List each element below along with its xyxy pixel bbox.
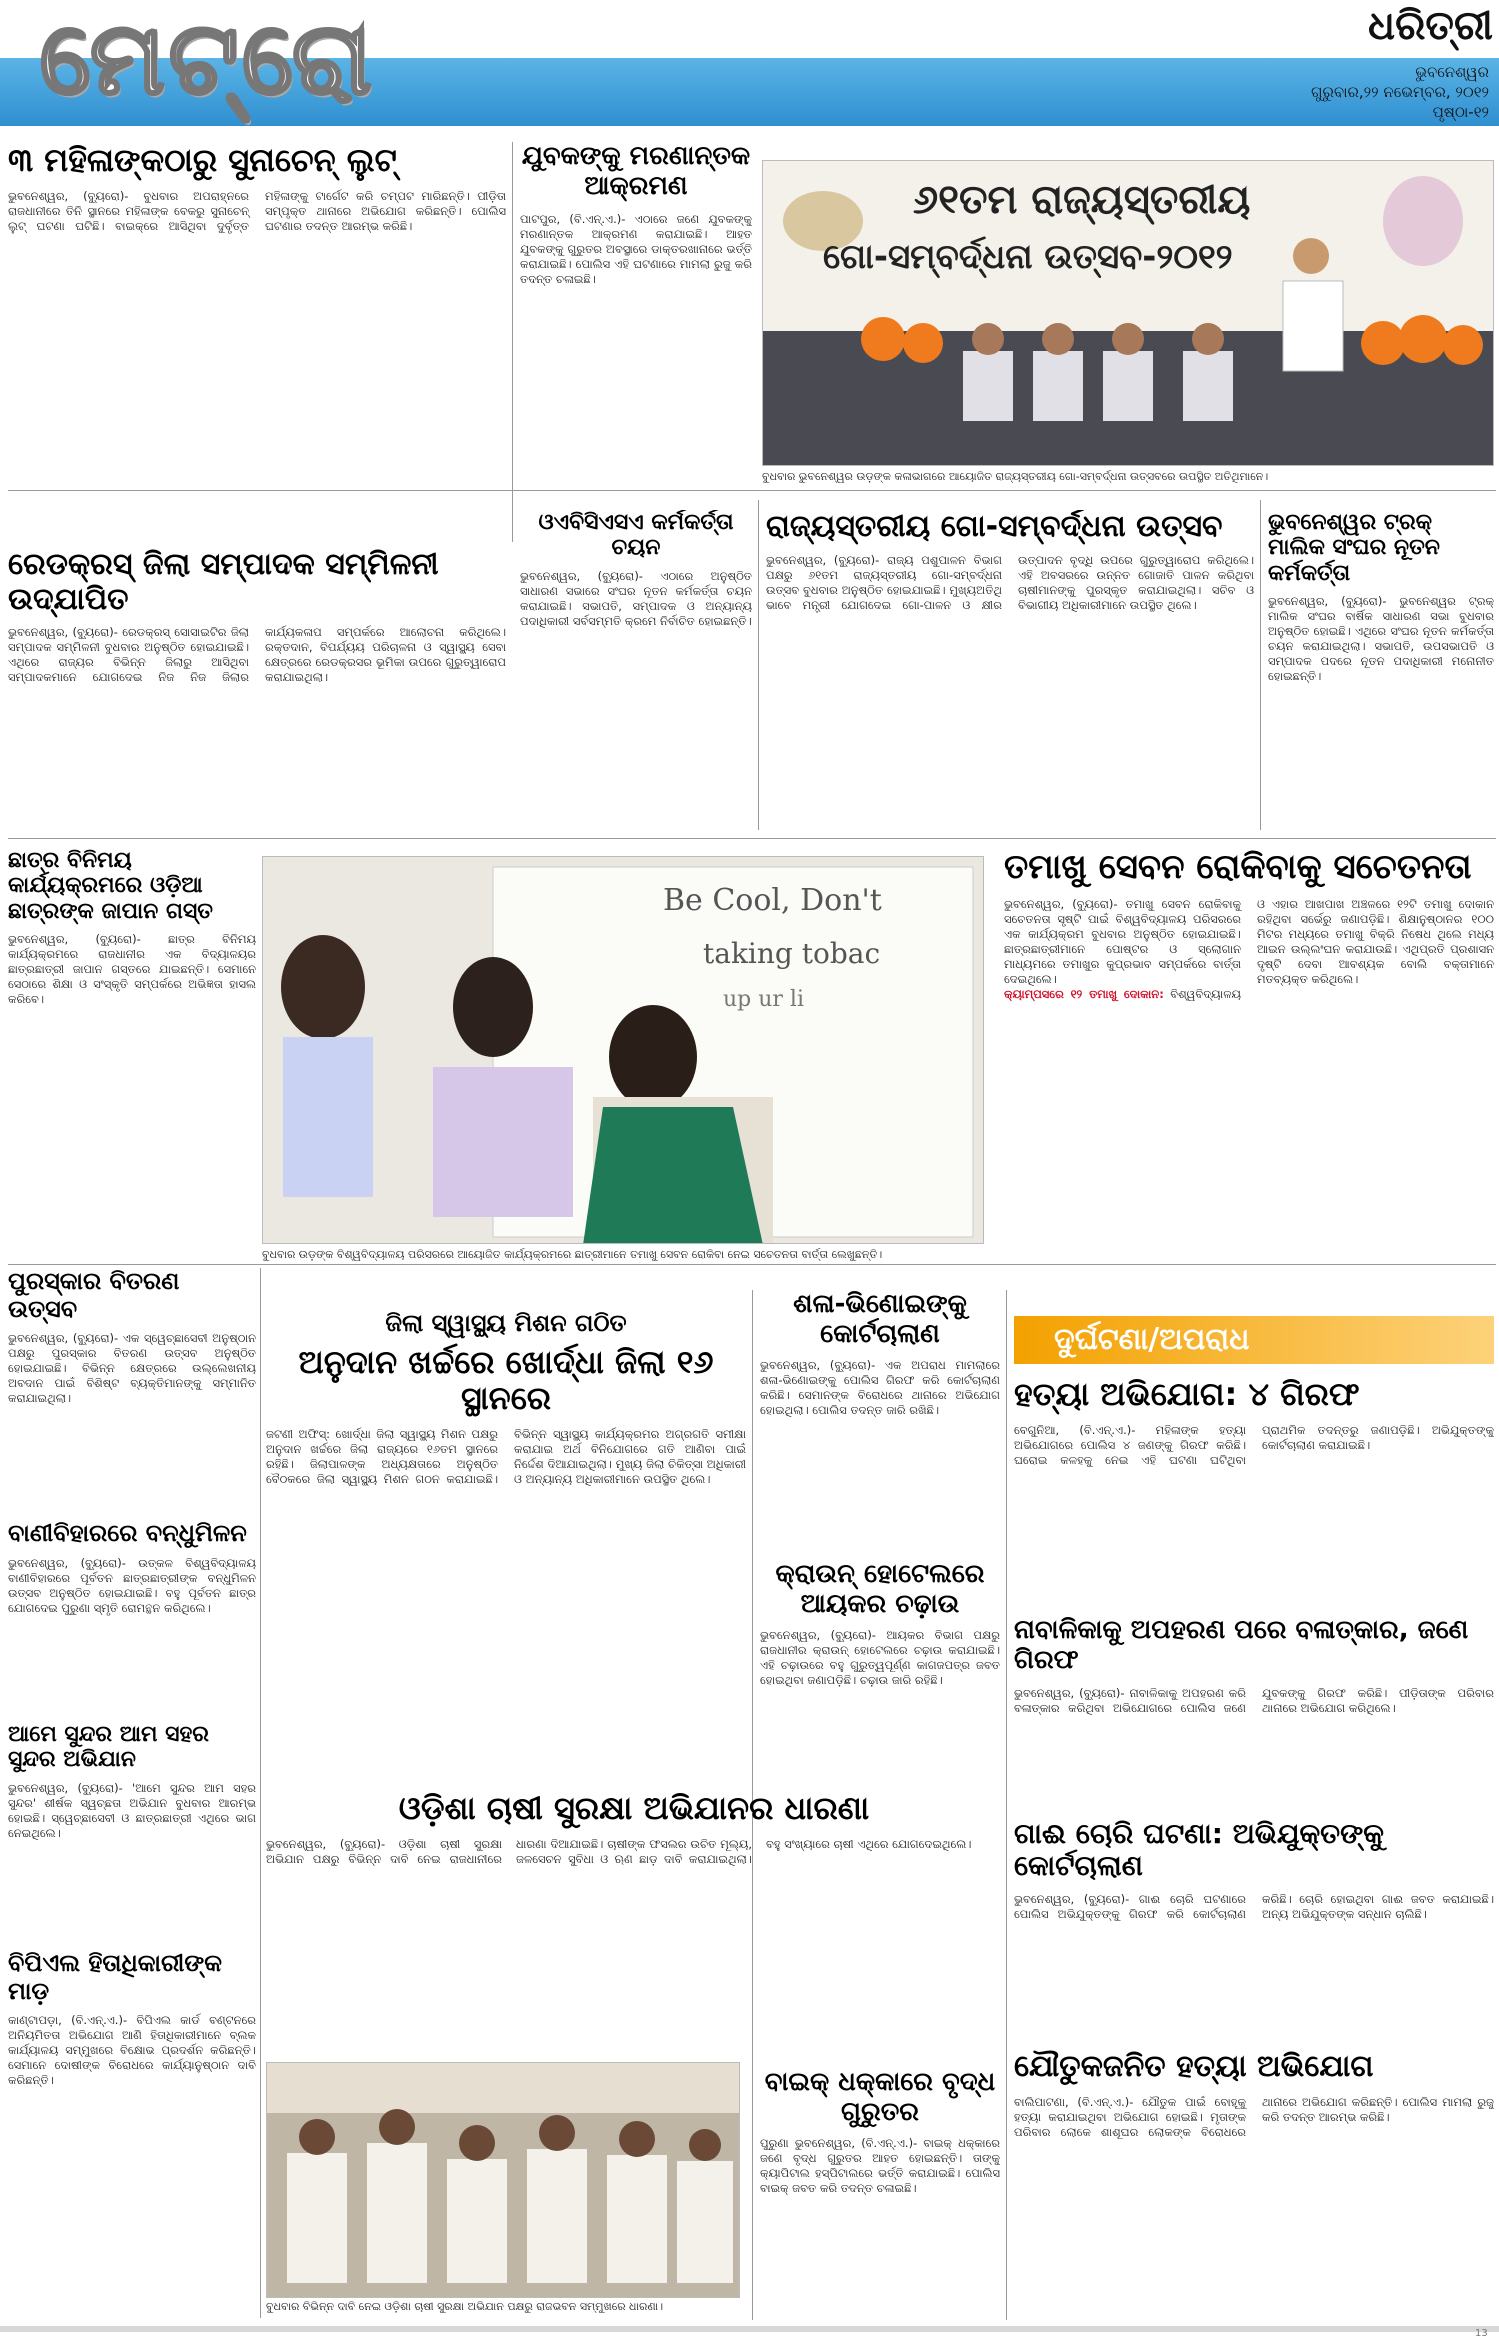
article-truck-owners xyxy=(1268,510,1494,832)
photo-farmer-dharna xyxy=(266,2062,740,2298)
banner-line-1: ୬୧ତମ ରାଜ୍ୟସ୍ତରୀୟ xyxy=(913,177,1251,223)
photo-caption: ବୁଧବାର ଉଡ଼ଙ୍କ ବିଶ୍ୱବିଦ୍ୟାଳୟ ପରିସରରେ ଆୟୋଜିତ କାର୍ଯ୍ୟକ୍ରମରେ ଛାତ୍ରୀମାନେ ତମାଖୁ ସେବନ ରୋକିବା ନେଇ ସଚେତନତା ବାର୍ତ୍ତା ଲେଖୁଛନ୍ତି। xyxy=(262,1248,883,1261)
article-body-text-2: ବିଶ୍ୱବିଦ୍ୟାଳୟ ଓ ଏହାର ଆଖପାଖ ଅଞ୍ଚଳରେ ୧୨ଟି ତମାଖୁ ଦୋକାନ ରହିଥିବା ସର୍ଭେରୁ ଜଣାପଡ଼ିଛି। ଶିକ୍ଷାନୁଷ୍ଠାନର ୧୦୦ ମିଟର ମଧ୍ୟରେ ତମାଖୁ ବିକ୍ରି ନିଷେଧ ଥିଲେ ମଧ୍ୟ ଆଇନ ଉଲ୍ଲଂଘନ କରାଯାଉଛି। ଏଥିପ୍ରତି ପ୍ରଶାସନ ଦୃଷ୍ଟି ଦେବା ଆବଶ୍ୟକ ବୋଲି ବକ୍ତାମାନେ ମତବ୍ୟକ୍ତ କରିଥିଲେ। xyxy=(1170,897,1494,1002)
page-mark: 13 xyxy=(1475,2328,1488,2339)
article-body: ଭୁବନେଶ୍ୱର, (ବ୍ୟୁରୋ)- ଉତ୍କଳ ବିଶ୍ୱବିଦ୍ୟାଳୟ ବାଣୀବିହାରରେ ପୂର୍ବତନ ଛାତ୍ରଛାତ୍ରୀଙ୍କ ବନ୍ଧୁମିଳନ ଉତ୍ସବ ଅନୁଷ୍ଠିତ ହୋଇଯାଇଛି। ବହୁ ପୂର୍ବତନ ଛାତ୍ର ଯୋଗଦେଇ ପୁରୁଣା ସ୍ମୃତି ରୋମନ୍ଥନ କରିଥିଲେ। xyxy=(8,1555,256,1615)
article-murder-arrest xyxy=(1014,1376,1494,1612)
article-body xyxy=(1004,897,1494,1002)
headline: ରାଜ୍ୟସ୍ତରୀୟ ଗୋ-ସମ୍ବର୍ଦ୍ଧନା ଉତ୍ସବ xyxy=(766,510,1223,544)
board-line-3: up ur li xyxy=(723,987,804,1012)
article-body: ଭୁବନେଶ୍ୱର, (ବ୍ୟୁରୋ)- ଛାତ୍ର ବିନିମୟ କାର୍ଯ୍ୟକ୍ରମରେ ରାଜଧାନୀର ଏକ ବିଦ୍ୟାଳୟର ଛାତ୍ରଛାତ୍ରୀ ଜାପାନ ଗସ୍ତରେ ଯାଇଛନ୍ତି। ସେମାନେ ସେଠାରେ ଶିକ୍ଷା ଓ ସଂସ୍କୃତି ସମ୍ପର୍କରେ ଅଭିଜ୍ଞତା ହାସଲ କରିବେ। xyxy=(8,931,256,1006)
banner-line-2: ଗୋ-ସମ୍ବର୍ଦ୍ଧନା ଉତ୍ସବ-୨୦୧୨ xyxy=(823,237,1233,277)
edition-info xyxy=(1311,62,1489,122)
headline: ବିପିଏଲ ହିତାଧିକାରୀଙ୍କ ମାଡ଼ xyxy=(8,1950,222,2005)
article-bike-accident xyxy=(760,2068,1000,2318)
article-body: ଭୁବନେଶ୍ୱର, (ବ୍ୟୁରୋ)- ଗାଈ ଚୋରି ଘଟଣାରେ ପୋଲିସ ଅଭିଯୁକ୍ତଙ୍କୁ ଗିରଫ କରି କୋର୍ଟଚାଲାଣ କରିଛି। ଚୋରି ହୋଇଥିବା ଗାଈ ଜବତ କରାଯାଇଛି। ଅନ୍ୟ ଅଭିଯୁକ୍ତଙ୍କ ସନ୍ଧାନ ଚାଲିଛି। xyxy=(1014,1892,1494,1922)
article-body: ଭୁବନେଶ୍ୱର, (ବ୍ୟୁରୋ)- ଭୁବନେଶ୍ୱର ଟ୍ରକ୍ ମାଲିକ ସଂଘର ବାର୍ଷିକ ସାଧାରଣ ସଭା ବୁଧବାର ଅନୁଷ୍ଠିତ ହୋଇଛି। ଏଥିରେ ସଂଘର ନୂତନ କର୍ମକର୍ତ୍ତା ଚୟନ କରାଯାଇଥିଲା। ସଭାପତି, ଉପସଭାପତି ଓ ସମ୍ପାଦକ ପଦରେ ନୂତନ ପଦାଧିକାରୀ ମନୋନୀତ ହୋଇଛନ୍ତି। xyxy=(1268,593,1494,683)
category-bar-crime: ଦୁର୍ଘଟଣା/ଅପରାଧ xyxy=(1014,1316,1494,1364)
article-body: ଜଟଣୀ ଅଫିସ୍: ଖୋର୍ଦ୍ଧା ଜିଲା ସ୍ୱାସ୍ଥ୍ୟ ମିଶନ ପକ୍ଷରୁ ଅନୁଦାନ ଖର୍ଚ୍ଚରେ ଜିଲା ରାଜ୍ୟରେ ୧୬ତମ ସ୍ଥାନରେ ରହିଛି। ଜିଲାପାଳଙ୍କ ଅଧ୍ୟକ୍ଷତାରେ ଅନୁଷ୍ଠିତ ବୈଠକରେ ଜିଲା ସ୍ୱାସ୍ଥ୍ୟ ମିଶନ ଗଠନ କରାଯାଇଛି। ବିଭିନ୍ନ ସ୍ୱାସ୍ଥ୍ୟ କାର୍ଯ୍ୟକ୍ରମର ଅଗ୍ରଗତି ସମୀକ୍ଷା କରାଯାଇ ଅର୍ଥ ବିନିଯୋଗରେ ଗତି ଆଣିବା ପାଇଁ ନିର୍ଦ୍ଦେଶ ଦିଆଯାଇଥିଲା। ମୁଖ୍ୟ ଜିଲା ଚିକିତ୍ସା ଅଧିକାରୀ ଓ ଅନ୍ୟାନ୍ୟ ଅଧିକାରୀମାନେ ଉପସ୍ଥିତ ଥିଲେ। xyxy=(266,1427,746,1487)
article-japan-exchange xyxy=(8,848,256,1260)
article-minor-assault xyxy=(1014,1616,1494,1806)
article-farmer-safety xyxy=(266,1790,1002,2048)
headline: ଗାଈ ଚୋରି ଘଟଣା: ଅଭିଯୁକ୍ତଙ୍କୁ କୋର୍ଟଚାଲାଣ xyxy=(1014,1818,1385,1883)
edition-city: ଭୁବନେଶ୍ୱର xyxy=(1415,63,1489,81)
edition-date: ଗୁରୁବାର,୨୨ ନଭେମ୍ବର, ୨୦୧୨ xyxy=(1310,83,1489,101)
article-body: ବେଗୁନିଆ, (ବି.ଏନ୍.ଏ.)- ମହିଳାଙ୍କ ହତ୍ୟା ଅଭିଯୋଗରେ ପୋଲିସ ୪ ଜଣଙ୍କୁ ଗିରଫ କରିଛି। ଘରୋଇ କଳହକୁ ନେଇ ଏହି ଘଟଣା ଘଟିଥିବା ପ୍ରାଥମିକ ତଦନ୍ତରୁ ଜଣାପଡ଼ିଛି। ଅଭିଯୁକ୍ତଙ୍କୁ କୋର୍ଟଚାଲାଣ କରାଯାଇଛି। xyxy=(1014,1422,1494,1467)
headline: ୩ ମହିଳାଙ୍କଠାରୁ ସୁନାଚେନ୍ ଲୁଟ୍ xyxy=(8,142,397,179)
headline: ଭୁବନେଶ୍ୱର ଟ୍ରକ୍ ମାଲିକ ସଂଘର ନୂତନ କର୍ମକର୍ତ୍ତା xyxy=(1268,510,1440,586)
headline: ପୁରସ୍କାର ବିତରଣ ଉତ୍ସବ xyxy=(8,1268,180,1323)
headline: ହତ୍ୟା ଅଭିଯୋଗ: ୪ ଗିରଫ xyxy=(1014,1376,1360,1413)
headline: ଓଡ଼ିଶା ଚାଷୀ ସୁରକ୍ଷା ଅଭିଯାନର ଧାରଣା xyxy=(398,1790,870,1827)
section-title: ମେଟ୍ରୋ xyxy=(40,0,376,117)
article-gold-snatch xyxy=(8,142,506,560)
article-body: ଭୁବନେଶ୍ୱର, (ବ୍ୟୁରୋ)- ଏକ ଅପରାଧ ମାମଲାରେ ଶଳା-ଭିଣୋଇଙ୍କୁ ପୋଲିସ ଗିରଫ କରି କୋର୍ଟଚାଲାଣ କରିଛି। ସେମାନଙ୍କ ବିରୋଧରେ ଥାନାରେ ଅଭିଯୋଗ ହୋଇଥିଲା। ପୋଲିସ ତଦନ୍ତ ଜାରି ରଖିଛି। xyxy=(760,1357,1000,1417)
article-body: ଭୁବନେଶ୍ୱର, (ବ୍ୟୁରୋ)- 'ଆମେ ସୁନ୍ଦର ଆମ ସହର ସୁନ୍ଦର' ଶୀର୍ଷକ ସ୍ୱଚ୍ଛତା ଅଭିଯାନ ବୁଧବାର ଆରମ୍ଭ ହୋଇଛି। ସ୍ୱେଚ୍ଛାସେବୀ ଓ ଛାତ୍ରଛାତ୍ରୀ ଏଥିରେ ଭାଗ ନେଇଥିଲେ। xyxy=(8,1780,256,1840)
article-health-mission xyxy=(266,1310,746,1780)
article-dowry-murder xyxy=(1014,2050,1494,2318)
headline: ରେଡକ୍ରସ୍ ଜିଲା ସମ୍ପାଦକ ସମ୍ମିଳନୀ ଉଦ୍‌ଯାପିତ xyxy=(8,548,439,617)
article-body: ଭୁବନେଶ୍ୱର, (ବ୍ୟୁରୋ)- ଏକ ସ୍ୱେଚ୍ଛାସେବୀ ଅନୁଷ୍ଠାନ ପକ୍ଷରୁ ପୁରସ୍କାର ବିତରଣ ଉତ୍ସବ ଅନୁଷ୍ଠିତ ହୋଇଯାଇଛି। ବିଭିନ୍ନ କ୍ଷେତ୍ରରେ ଉଲ୍ଲେଖନୀୟ ଅବଦାନ ପାଇଁ ବିଶିଷ୍ଟ ବ୍ୟକ୍ତିମାନଙ୍କୁ ସମ୍ମାନିତ କରାଯାଇଥିଲା। xyxy=(8,1331,256,1406)
article-body: ଭୁବନେଶ୍ୱର, (ବ୍ୟୁରୋ)- ବୁଧବାର ଅପରାହ୍ନରେ ରାଜଧାନୀରେ ତିନି ସ୍ଥାନରେ ମହିଳାଙ୍କ ବେକରୁ ସୁନାଚେନ୍ ଲୁଟ୍ ଘଟଣା ଘଟିଛି। ବାଇକ୍‌ରେ ଆସିଥିବା ଦୁର୍ବୃତ୍ତ ମହିଳାଙ୍କୁ ଟାର୍ଗେଟ କରି ଚମ୍ପଟ ମାରିଛନ୍ତି। ପୀଡ଼ିତା ସମ୍ପୃକ୍ତ ଥାନାରେ ଅଭିଯୋଗ କରିଛନ୍ତି। ପୋଲିସ ଘଟଣାର ତଦନ୍ତ ଆରମ୍ଭ କରିଛି। xyxy=(8,188,506,233)
headline: ଯୁବକଙ୍କୁ ମରଣାନ୍ତକ ଆକ୍ରମଣ xyxy=(521,142,751,201)
article-tobacco xyxy=(1004,848,1494,1260)
headline: ଯୌତୁକଜନିତ ହତ୍ୟା ଅଭିଯୋଗ xyxy=(1014,2050,1374,2084)
article-bpl-beneficiaries xyxy=(8,1950,256,2310)
crowd-scene xyxy=(267,2063,740,2298)
article-body-text: ଭୁବନେଶ୍ୱର, (ବ୍ୟୁରୋ)- ତମାଖୁ ସେବନ ରୋକିବାକୁ ସଚେତନତା ସୃଷ୍ଟି ପାଇଁ ବିଶ୍ୱବିଦ୍ୟାଳୟ ପରିସରରେ ଏକ କାର୍ଯ୍ୟକ୍ରମ ବୁଧବାର ଅନୁଷ୍ଠିତ ହୋଇଯାଇଛି। ଛାତ୍ରଛାତ୍ରୀମାନେ ପୋଷ୍ଟର ଓ ସ୍ଲୋଗାନ ମାଧ୍ୟମରେ ତମାଖୁର କୁପ୍ରଭାବ ସମ୍ପର୍କରେ ବାର୍ତ୍ତା ଦେଇଥିଲେ। xyxy=(1004,897,1241,987)
column-rule xyxy=(260,1268,261,2318)
board-line-2: taking tobac xyxy=(703,937,881,970)
headline: ଶଳା-ଭିଣୋଇଙ୍କୁ କୋର୍ଟଚାଲାଣ xyxy=(793,1290,967,1349)
article-body: ଭୁବନେଶ୍ୱର, (ବ୍ୟୁରୋ)- ରାଜ୍ୟ ପଶୁପାଳନ ବିଭାଗ ପକ୍ଷରୁ ୬୧ତମ ରାଜ୍ୟସ୍ତରୀୟ ଗୋ-ସମ୍ବର୍ଦ୍ଧନା ଉତ୍ସବ ବୁଧବାର ଅନୁଷ୍ଠିତ ହୋଇଯାଇଛି। ମୁଖ୍ୟଅତିଥି ଭାବେ ମନ୍ତ୍ରୀ ଯୋଗଦେଇ ଗୋ-ପାଳନ ଓ କ୍ଷୀର ଉତ୍ପାଦନ ବୃଦ୍ଧି ଉପରେ ଗୁରୁତ୍ୱାରୋପ କରିଥିଲେ। ଏହି ଅବସରରେ ଉନ୍ନତ ଗୋଜାତି ପାଳନ କରିଥିବା ଚାଷୀମାନଙ୍କୁ ପୁରସ୍କୃତ କରାଯାଇଥିଲା। ସଚିବ ଓ ବିଭାଗୀୟ ଅଧିକାରୀମାନେ ଉପସ୍ଥିତ ଥିଲେ। xyxy=(766,552,1254,612)
headline: ଅନୁଦାନ ଖର୍ଚ୍ଚରେ ଖୋର୍ଦ୍ଧା ଜିଲା ୧୬ ସ୍ଥାନରେ xyxy=(298,1342,714,1418)
article-clean-city xyxy=(8,1722,256,1948)
headline: ବାଇକ୍ ଧକ୍କାରେ ବୃଦ୍ଧ ଗୁରୁତର xyxy=(764,2068,996,2127)
article-youth-attack xyxy=(520,142,752,502)
photo-caption: ବୁଧବାର ବିଭିନ୍ନ ଦାବି ନେଇ ଓଡ଼ିଶା ଚାଷୀ ସୁରକ୍ଷା ଅଭିଯାନ ପକ୍ଷରୁ ରାଜଭବନ ସମ୍ମୁଖରେ ଧାରଣା। xyxy=(266,2300,664,2313)
article-body: ଭୁବନେଶ୍ୱର, (ବ୍ୟୁରୋ)- ନାବାଳିକାକୁ ଅପହରଣ କରି ବଳାତ୍କାର କରିଥିବା ଅଭିଯୋଗରେ ପୋଲିସ ଜଣେ ଯୁବକଙ୍କୁ ଗିରଫ କରିଛି। ପୀଡ଼ିତାଙ୍କ ପରିବାର ଥାନାରେ ଅଭିଯୋଗ କରିଥିଲେ। xyxy=(1014,1685,1494,1715)
photo-go-sambardhana-stage xyxy=(762,160,1494,466)
article-body: ବାଲିପାଟଣା, (ବି.ଏନ୍.ଏ.)- ଯୌତୁକ ପାଇଁ ବୋହୂକୁ ହତ୍ୟା କରାଯାଇଥିବା ଅଭିଯୋଗ ହୋଇଛି। ମୃତାଙ୍କ ପରିବାର ଲୋକେ ଶାଶୂଘର ଲୋକଙ୍କ ବିରୋଧରେ ଥାନାରେ ଅଭିଯୋଗ କରିଛନ୍ତି। ପୋଲିସ ମାମଲା ରୁଜୁ କରି ତଦନ୍ତ ଆରମ୍ଭ କରିଛି। xyxy=(1014,2094,1494,2139)
masthead xyxy=(0,0,1499,128)
article-body: ଭୁବନେଶ୍ୱର, (ବ୍ୟୁରୋ)- ଏଠାରେ ଅନୁଷ୍ଠିତ ସାଧାରଣ ସଭାରେ ସଂଘର ନୂତନ କର୍ମକର୍ତ୍ତା ଚୟନ କରାଯାଇଛି। ସଭାପତି, ସମ୍ପାଦକ ଓ ଅନ୍ୟାନ୍ୟ ପଦାଧିକାରୀ ସର୍ବସମ୍ମତି କ୍ରମେ ନିର୍ବାଚିତ ହୋଇଛନ୍ତି। xyxy=(520,568,752,628)
article-subhead: କ୍ୟାମ୍ପସରେ ୧୨ ତମାଖୁ ଦୋକାନ: xyxy=(1004,987,1164,1002)
article-go-sambardhana xyxy=(766,510,1254,832)
article-body: ଭୁବନେଶ୍ୱର, (ବ୍ୟୁରୋ)- ଆୟକର ବିଭାଗ ପକ୍ଷରୁ ରାଜଧାନୀର କ୍ରାଉନ୍ ହୋଟେଲରେ ଚଢ଼ାଉ କରାଯାଇଛି। ଏହି ଚଢ଼ାଉରେ ବହୁ ଗୁରୁତ୍ୱପୂର୍ଣ୍ଣ କାଗଜପତ୍ର ଜବତ ହୋଇଥିବା ଜଣାପଡ଼ିଛି। ଚଢ଼ାଉ ଜାରି ରହିଛି। xyxy=(760,1627,1000,1687)
article-body: ପାଟପୁର, (ବି.ଏନ୍.ଏ.)- ଏଠାରେ ଜଣେ ଯୁବକଙ୍କୁ ମରଣାନ୍ତକ ଆକ୍ରମଣ କରାଯାଇଛି। ଆହତ ଯୁବକଙ୍କୁ ଗୁରୁତର ଅବସ୍ଥାରେ ଡାକ୍ତରଖାନାରେ ଭର୍ତ୍ତି କରାଯାଇଛି। ପୋଲିସ ଏହି ଘଟଣାରେ ମାମଲା ରୁଜୁ କରି ତଦନ୍ତ ଚଳାଇଛି। xyxy=(520,211,752,286)
article-award xyxy=(8,1268,256,1518)
headline: ଛାତ୍ର ବିନିମୟ କାର୍ଯ୍ୟକ୍ରମରେ ଓଡ଼ିଆ ଛାତ୍ରଙ୍କ ଜାପାନ ଗସ୍ତ xyxy=(8,848,213,924)
column-rule xyxy=(1260,500,1261,830)
article-vanivihar xyxy=(8,1520,256,1720)
column-rule xyxy=(512,142,513,542)
article-school-inspection xyxy=(760,1290,1000,1560)
section-rule xyxy=(8,1264,1496,1265)
article-body: ଭୁବନେଶ୍ୱର, (ବ୍ୟୁରୋ)- ରେଡକ୍ରସ୍ ସୋସାଇଟିର ଜିଲା ସମ୍ପାଦକ ସମ୍ମିଳନୀ ବୁଧବାର ଅନୁଷ୍ଠିତ ହୋଇଯାଇଛି। ଏଥିରେ ରାଜ୍ୟର ବିଭିନ୍ନ ଜିଲାରୁ ଆସିଥିବା ସମ୍ପାଦକମାନେ ଯୋଗଦେଇ ନିଜ ନିଜ ଜିଲାର କାର୍ଯ୍ୟକଳାପ ସମ୍ପର୍କରେ ଆଲୋଚନା କରିଥିଲେ। ରକ୍ତଦାନ, ବିପର୍ଯ୍ୟୟ ପରିଚାଳନା ଓ ସ୍ୱାସ୍ଥ୍ୟ ସେବା କ୍ଷେତ୍ରରେ ରେଡକ୍ରସର ଭୂମିକା ଉପରେ ଗୁରୁତ୍ୱାରୋପ କରାଯାଇଥିଲା। xyxy=(8,625,506,684)
headline: ବାଣୀବିହାରରେ ବନ୍ଧୁମିଳନ xyxy=(8,1520,247,1547)
kicker: ଜିଲା ସ୍ୱାସ୍ଥ୍ୟ ମିଶନ ଗଠିତ xyxy=(385,1310,627,1337)
article-body: କାଣ୍ଟାପଡ଼ା, (ବି.ଏନ୍.ଏ.)- ବିପିଏଲ କାର୍ଡ ବଣ୍ଟନରେ ଅନିୟମିତତା ଅଭିଯୋଗ ଆଣି ହିତାଧିକାରୀମାନେ ବ୍ଲକ କାର୍ଯ୍ୟାଳୟ ସମ୍ମୁଖରେ ବିକ୍ଷୋଭ ପ୍ରଦର୍ଶନ କରିଛନ୍ତି। ସେମାନେ ଦୋଷୀଙ୍କ ବିରୋଧରେ କାର୍ଯ୍ୟାନୁଷ୍ଠାନ ଦାବି କରିଛନ୍ତି। xyxy=(8,2013,256,2088)
photo-caption: ବୁଧବାର ଭୁବନେଶ୍ୱର ଉଡ଼ଙ୍କ କଳାଭାଗରେ ଆୟୋଜିତ ରାଜ୍ୟସ୍ତରୀୟ ଗୋ-ସମ୍ବର୍ଦ୍ଧନା ଉତ୍ସବରେ ଉପସ୍ଥିତ ଅତିଥିମାନେ। xyxy=(762,470,1269,483)
article-body: ଭୁବନେଶ୍ୱର, (ବ୍ୟୁରୋ)- ଓଡ଼ିଶା ଚାଷୀ ସୁରକ୍ଷା ଅଭିଯାନ ପକ୍ଷରୁ ବିଭିନ୍ନ ଦାବି ନେଇ ରାଜଧାନୀରେ ଧାରଣା ଦିଆଯାଇଛି। ଚାଷୀଙ୍କ ଫସଲର ଉଚିତ ମୂଲ୍ୟ, ଜଳସେଚନ ସୁବିଧା ଓ ଋଣ ଛାଡ଼ ଦାବି କରାଯାଇଥିଲା। ବହୁ ସଂଖ୍ୟାରେ ଚାଷୀ ଏଥିରେ ଯୋଗଦେଇଥିଲେ। xyxy=(266,1836,972,1866)
headline: ଆମେ ସୁନ୍ଦର ଆମ ସହର ସୁନ୍ଦର ଅଭିଯାନ xyxy=(8,1722,209,1773)
photo-tobacco-awareness xyxy=(262,856,984,1244)
column-rule xyxy=(758,500,759,830)
board-line-1: Be Cool, Don't xyxy=(663,883,882,918)
headline: କ୍ରାଉନ୍ ହୋଟେଲରେ ଆୟକର ଚଢ଼ାଉ xyxy=(775,1560,985,1619)
headline: ତମାଖୁ ସେବନ ରୋକିବାକୁ ସଚେତନତା xyxy=(1004,848,1472,887)
edition-page: ପୃଷ୍ଠା-୧୨ xyxy=(1432,103,1489,121)
article-redcross xyxy=(8,548,506,830)
article-obc-employee xyxy=(520,510,752,832)
article-body: ପୁରୁଣା ଭୁବନେଶ୍ୱର, (ବି.ଏନ୍.ଏ.)- ବାଇକ୍ ଧକ୍କାରେ ଜଣେ ବୃଦ୍ଧ ଗୁରୁତର ଆହତ ହୋଇଛନ୍ତି। ତାଙ୍କୁ କ୍ୟାପିଟାଲ ହସ୍ପିଟାଲରେ ଭର୍ତ୍ତି କରାଯାଇଛି। ପୋଲିସ ବାଇକ୍ ଜବତ କରି ତଦନ୍ତ ଚଳାଇଛି। xyxy=(760,2135,1000,2195)
column-rule xyxy=(1006,1290,1007,2320)
page-bottom-strip xyxy=(0,2326,1499,2332)
headline: ଓଏବିସିଏସଏ କର୍ମକର୍ତ୍ତା ଚୟନ xyxy=(538,510,734,561)
headline: ନାବାଳିକାକୁ ଅପହରଣ ପରେ ବଳାତ୍କାର, ଜଣେ ଗିରଫ xyxy=(1014,1616,1469,1675)
newspaper-brand: ଧରିତ୍ରୀ xyxy=(1368,3,1493,49)
section-rule xyxy=(8,838,1496,839)
section-rule xyxy=(8,490,1496,491)
article-cow-theft xyxy=(1014,1818,1494,2044)
